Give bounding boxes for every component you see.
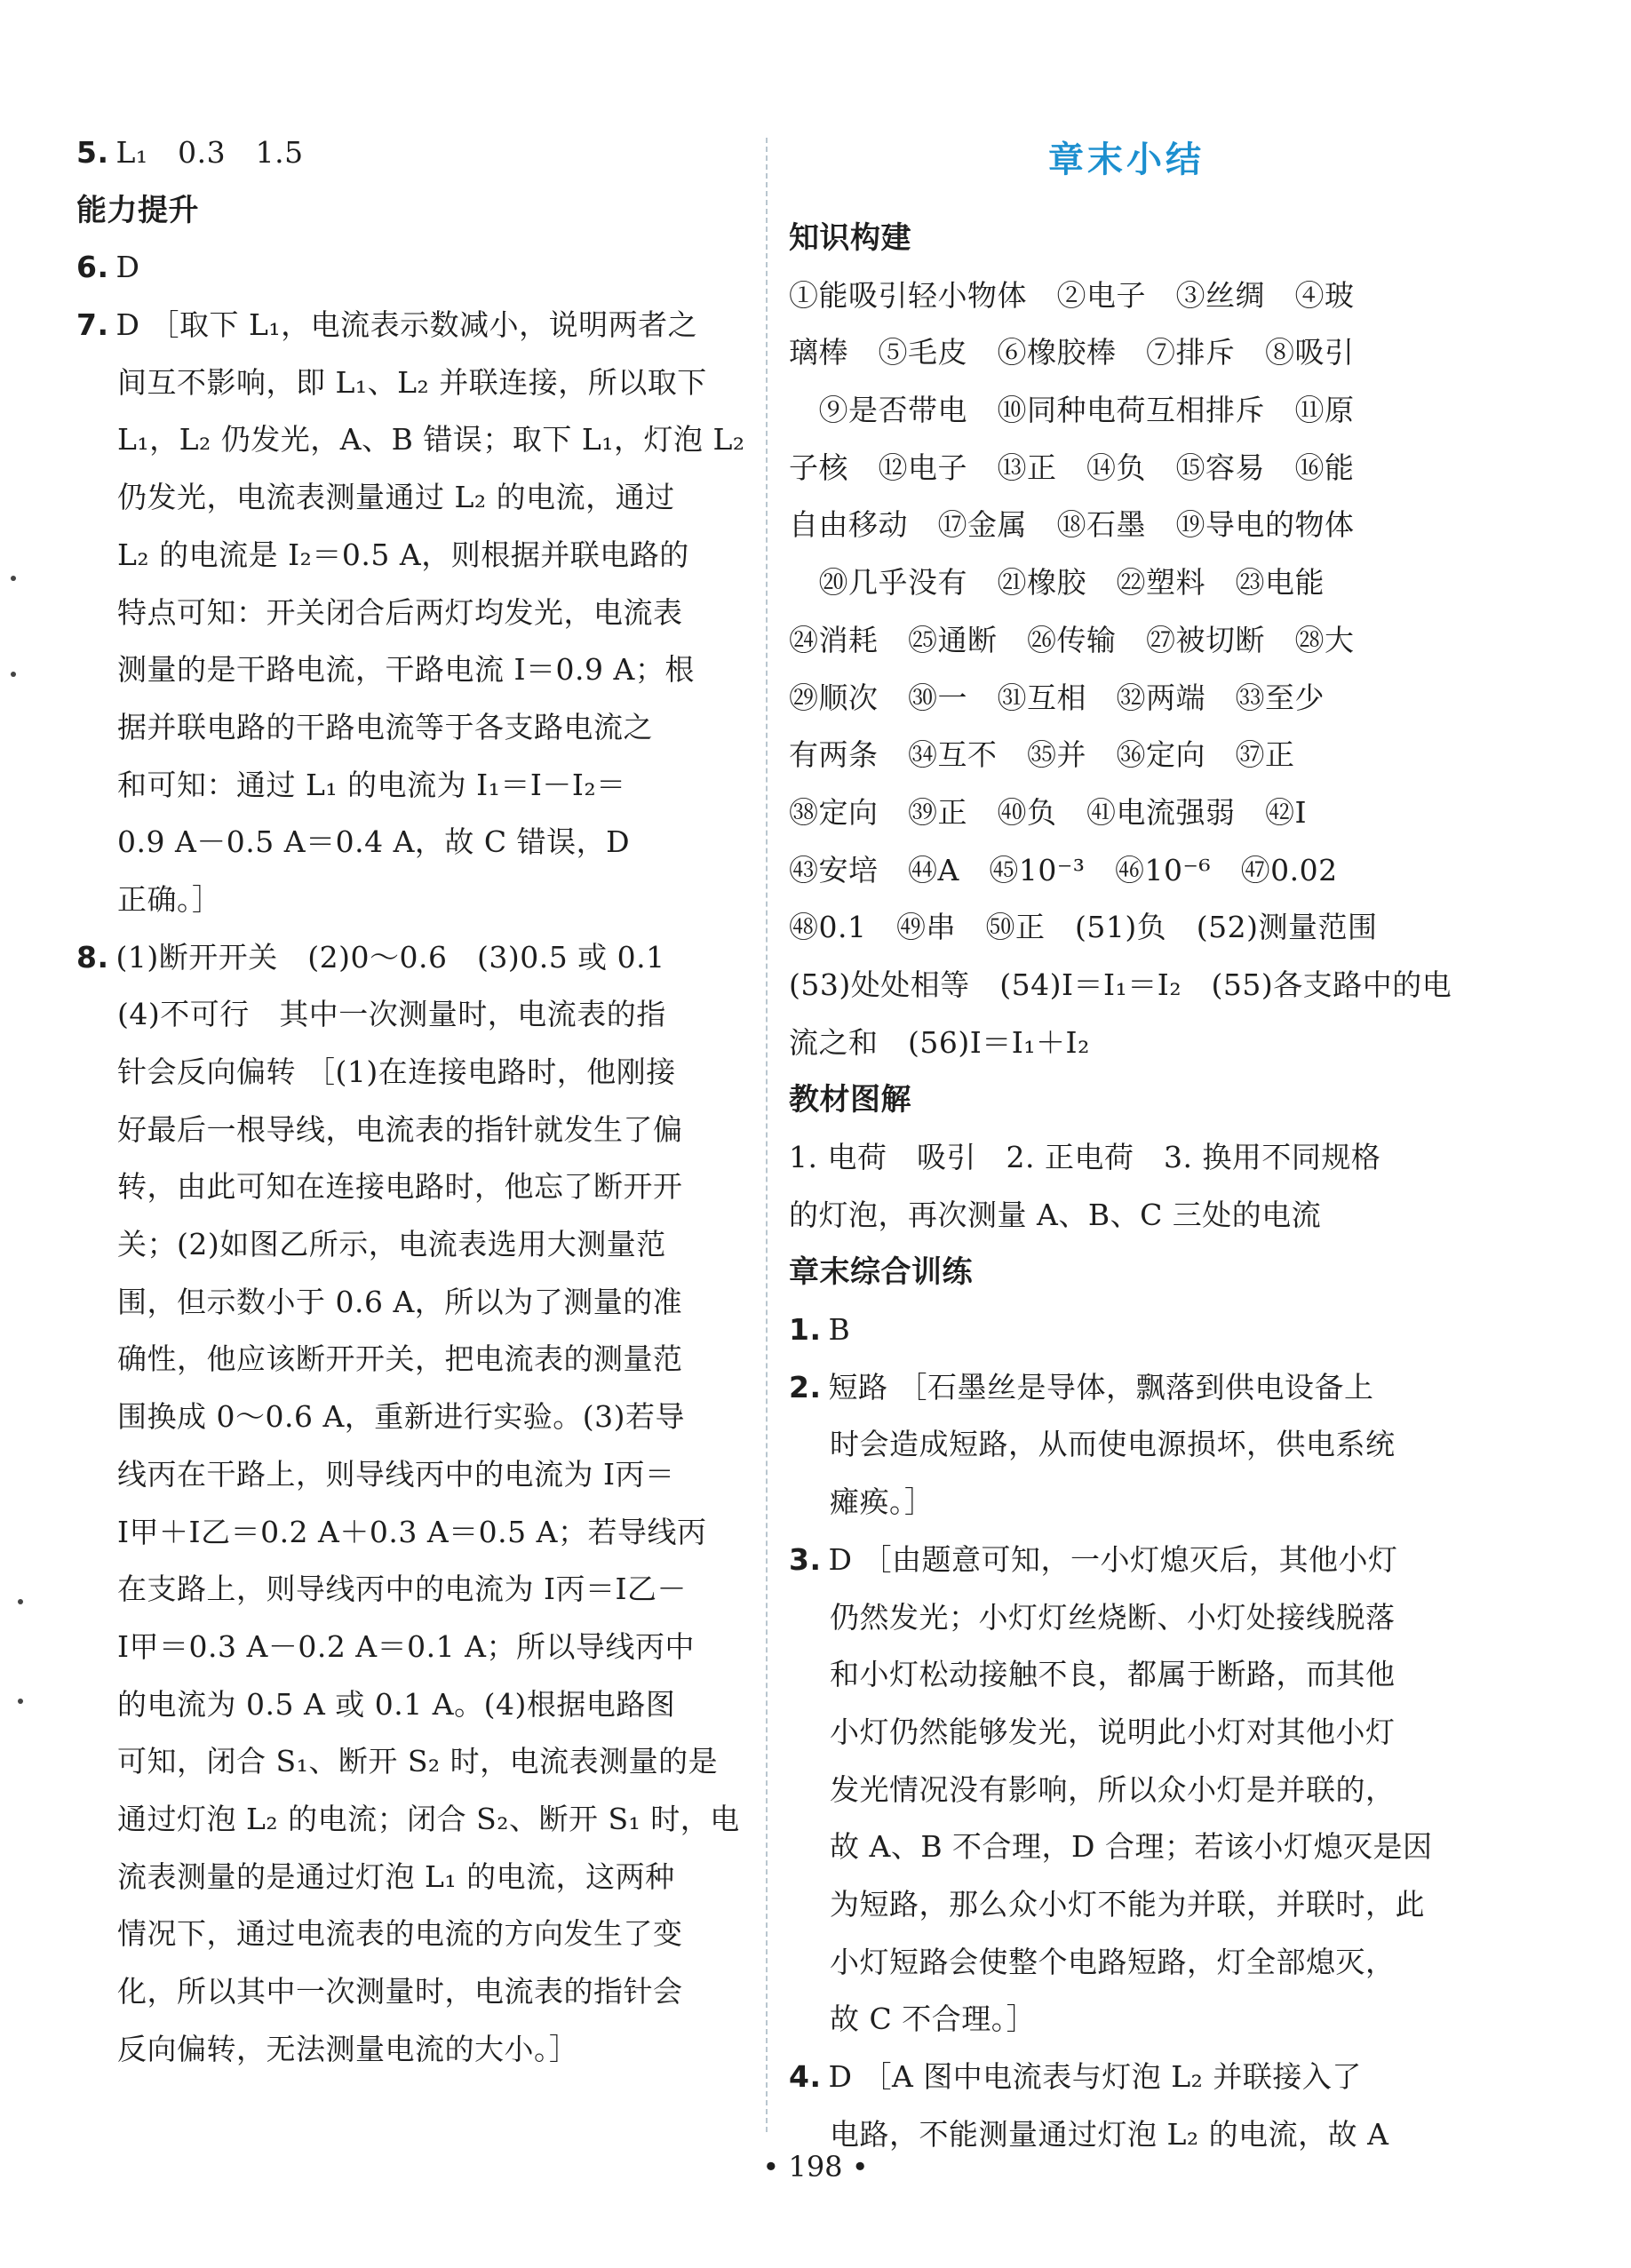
margin-mark (18, 1599, 23, 1604)
text-line (789, 670, 1464, 728)
text-line (76, 1849, 752, 1906)
text-line (76, 469, 752, 527)
line-text: I甲＋I乙＝0.2 A＋0.3 A＝0.5 A；若导线丙 (117, 1514, 707, 1549)
section-heading (789, 1071, 1464, 1129)
text-line (789, 1187, 1464, 1245)
text-line (76, 1044, 752, 1102)
line-text: 仍发光，电流表测量通过 L₂ 的电流，通过 (117, 480, 675, 515)
line-text: B (828, 1312, 851, 1348)
text-line (76, 1389, 752, 1446)
section-title: 章末小结 (1048, 139, 1205, 180)
line-text: L₁ 0.3 1.5 (115, 135, 304, 170)
item-number: 4. (789, 2059, 822, 2094)
text-line (76, 1102, 752, 1159)
text-line (76, 871, 752, 929)
text-line (789, 1762, 1464, 1819)
text-line (76, 411, 752, 469)
text-line (76, 124, 752, 182)
text-line (789, 1934, 1464, 1992)
line-text: 围，但示数小于 0.6 A，所以为了测量的准 (117, 1284, 683, 1319)
text-line (789, 1991, 1464, 2049)
line-text: 仍然发光；小灯灯丝烧断、小灯处接线脱落 (830, 1599, 1396, 1635)
text-line (76, 1733, 752, 1791)
margin-mark (11, 576, 16, 581)
text-line (789, 957, 1464, 1015)
line-text: 通过灯泡 L₂ 的电流；闭合 S₂、断开 S₁ 时，电 (117, 1801, 740, 1836)
item-number: 2. (789, 1369, 822, 1405)
line-text: (53)处处相等 (54)I＝I₁＝I₂ (55)各支路中的电 (789, 967, 1452, 1002)
text-line (789, 1532, 1464, 1589)
line-text: 为短路，那么众小灯不能为并联，并联时，此 (830, 1886, 1425, 1922)
line-text: ㊽0.1 ㊾串 ㊿正 (51)负 (52)测量范围 (789, 910, 1378, 945)
item-number: 6. (76, 250, 109, 285)
text-line (76, 641, 752, 699)
text-line (76, 527, 752, 585)
line-text: ⑳几乎没有 ㉑橡胶 ㉒塑料 ㉓电能 (789, 565, 1325, 601)
line-text: 线丙在干路上，则导线丙中的电流为 I丙＝ (117, 1456, 675, 1492)
line-text: 和可知：通过 L₁ 的电流为 I₁＝I－I₂＝ (117, 767, 626, 802)
line-text: ㊸安培 ㊹A ㊺10⁻³ ㊻10⁻⁶ ㊼0.02 (789, 852, 1338, 887)
text-line (789, 842, 1464, 900)
line-text: 璃棒 ⑤毛皮 ⑥橡胶棒 ⑦排斥 ⑧吸引 (789, 335, 1355, 370)
line-text: D ［取下 L₁，电流表示数减小，说明两者之 (115, 307, 698, 343)
line-text: 围换成 0～0.6 A，重新进行实验。(3)若导 (117, 1399, 686, 1435)
text-line (789, 2049, 1464, 2106)
right-column (789, 124, 1464, 2163)
item-number: 1. (789, 1312, 822, 1348)
line-text: ㊳定向 ㊴正 ㊵负 ㊶电流强弱 ㊷I (789, 794, 1308, 830)
item-number: 8. (76, 939, 109, 975)
text-line (789, 1704, 1464, 1762)
text-line (789, 1301, 1464, 1359)
line-text: 子核 ⑫电子 ⑬正 ⑭负 ⑮容易 ⑯能 (789, 450, 1355, 485)
text-line (789, 440, 1464, 497)
line-text: 针会反向偏转 ［(1)在连接电路时，他刚接 (117, 1054, 676, 1089)
text-line (789, 899, 1464, 957)
line-text: 好最后一根导线，电流表的指针就发生了偏 (117, 1111, 683, 1147)
text-line (789, 1818, 1464, 1876)
text-line (76, 757, 752, 815)
text-line (76, 1158, 752, 1216)
item-number: 7. (76, 307, 109, 343)
text-line (789, 727, 1464, 784)
line-text: 的电流为 0.5 A 或 0.1 A。(4)根据电路图 (117, 1686, 676, 1722)
line-text: 转，由此可知在连接电路时，他忘了断开开 (117, 1169, 683, 1205)
text-line (789, 1129, 1464, 1187)
line-text: 自由移动 ⑰金属 ⑱石墨 ⑲导电的物体 (789, 507, 1355, 543)
text-line (76, 814, 752, 871)
line-text: 知识构建 (789, 220, 911, 256)
item-number: 5. (76, 135, 109, 170)
line-text: 电路，不能测量通过灯泡 L₂ 的电流，故 A (830, 2116, 1389, 2152)
text-line (76, 2021, 752, 2079)
line-text: 故 C 不合理。］ (830, 2001, 1037, 2037)
line-text: 0.9 A－0.5 A＝0.4 A，故 C 错误，D (117, 824, 631, 860)
text-line (789, 1474, 1464, 1532)
line-text: (1)断开开关 (2)0～0.6 (3)0.5 或 0.1 (115, 939, 665, 975)
line-text: L₂ 的电流是 I₂＝0.5 A，则根据并联电路的 (117, 537, 689, 572)
line-text: 1. 电荷 吸引 2. 正电荷 3. 换用不同规格 (789, 1140, 1381, 1174)
text-line (76, 239, 752, 297)
text-line (789, 382, 1464, 440)
line-text: 故 A、B 不合理，D 合理；若该小灯熄灭是因 (830, 1829, 1433, 1865)
text-line (789, 1015, 1464, 1072)
line-text: 情况下，通过电流表的电流的方向发生了变 (117, 1916, 683, 1952)
left-column (76, 124, 752, 2078)
line-text: I甲＝0.3 A－0.2 A＝0.1 A；所以导线丙中 (117, 1628, 695, 1664)
line-text: D ［由题意可知，一小灯熄灭后，其他小灯 (828, 1541, 1398, 1577)
column-divider (766, 138, 768, 2132)
item-number: 3. (789, 1541, 822, 1577)
text-line (76, 1619, 752, 1676)
line-text: 正确。］ (117, 881, 222, 917)
line-text: 化，所以其中一次测量时，电流表的指针会 (117, 1974, 683, 2009)
text-line (76, 1561, 752, 1619)
text-line (76, 585, 752, 642)
text-line (789, 497, 1464, 554)
section-heading (789, 210, 1464, 267)
text-line (789, 1646, 1464, 1704)
line-text: 关；(2)如图乙所示，电流表选用大测量范 (117, 1227, 666, 1262)
line-text: 流表测量的是通过灯泡 L₁ 的电流，这两种 (117, 1858, 675, 1894)
line-text: 小灯仍然能够发光，说明此小灯对其他小灯 (830, 1714, 1396, 1749)
text-line (789, 1416, 1464, 1474)
text-line (76, 1446, 752, 1504)
line-text: ⑨是否带电 ⑩同种电荷互相排斥 ⑪原 (789, 393, 1355, 428)
text-line (789, 612, 1464, 670)
text-line (76, 1216, 752, 1274)
text-line (76, 1504, 752, 1562)
section-heading (789, 1244, 1464, 1301)
line-text: 小灯短路会使整个电路短路，灯全部熄灭， (830, 1944, 1396, 1979)
text-line (76, 1963, 752, 2021)
line-text: 反向偏转，无法测量电流的大小。］ (117, 2031, 579, 2066)
line-text: 时会造成短路，从而使电源损坏，供电系统 (830, 1427, 1396, 1462)
margin-mark (11, 672, 16, 677)
line-text: 确性，他应该断开开关，把电流表的测量范 (117, 1341, 683, 1377)
line-text: 短路 ［石墨丝是导体，飘落到供电设备上 (828, 1369, 1374, 1405)
text-line (789, 554, 1464, 612)
line-text: (4)不可行 其中一次测量时，电流表的指 (117, 997, 666, 1032)
line-text: ㉔消耗 ㉕通断 ㉖传输 ㉗被切断 ㉘大 (789, 622, 1355, 657)
section-heading (76, 182, 752, 240)
line-text: 能力提升 (76, 192, 199, 228)
line-text: 瘫痪。］ (830, 1484, 935, 1520)
line-text: L₁，L₂ 仍发光，A、B 错误；取下 L₁，灯泡 L₂ (117, 422, 745, 458)
text-line (789, 1876, 1464, 1934)
text-line (76, 354, 752, 412)
line-text: 间互不影响，即 L₁、L₂ 并联连接，所以取下 (117, 364, 707, 400)
text-line (789, 267, 1464, 325)
line-text: D (115, 250, 140, 285)
text-line (789, 1589, 1464, 1647)
text-line (76, 929, 752, 987)
line-text: 发光情况没有影响，所以众小灯是并联的， (830, 1771, 1396, 1807)
text-line (789, 324, 1464, 382)
line-text: 有两条 ㉞互不 ㉟并 ㊱定向 ㊲正 (789, 737, 1295, 773)
line-text: 流之和 (56)I＝I₁＋I₂ (789, 1024, 1090, 1060)
line-text: D ［A 图中电流表与灯泡 L₂ 并联接入了 (828, 2059, 1362, 2094)
line-text: 教材图解 (789, 1082, 911, 1118)
line-text: ①能吸引轻小物体 ②电子 ③丝绸 ④玻 (789, 277, 1355, 313)
text-line (76, 699, 752, 757)
text-line (76, 1791, 752, 1849)
line-text: 特点可知：开关闭合后两灯均发光，电流表 (117, 594, 683, 630)
page-number: • 198 • (762, 2150, 869, 2184)
text-line (76, 1274, 752, 1332)
text-line (76, 1906, 752, 1963)
line-text: 章末综合训练 (789, 1254, 973, 1291)
text-line (76, 986, 752, 1044)
line-text: ㉙顺次 ㉚一 ㉛互相 ㉜两端 ㉝至少 (789, 680, 1325, 715)
line-text: 据并联电路的干路电流等于各支路电流之 (117, 709, 653, 744)
text-line (76, 1331, 752, 1389)
line-text: 的灯泡，再次测量 A、B、C 三处的电流 (789, 1197, 1322, 1232)
line-text: 在支路上，则导线丙中的电流为 I丙＝I乙－ (117, 1572, 688, 1607)
text-line (789, 1359, 1464, 1417)
margin-mark (18, 1699, 23, 1704)
line-text: 和小灯松动接触不良，都属于断路，而其他 (830, 1657, 1396, 1692)
line-text: 测量的是干路电流，干路电流 I＝0.9 A；根 (117, 652, 695, 688)
text-line (76, 297, 752, 354)
line-text: 可知，闭合 S₁、断开 S₂ 时，电流表测量的是 (117, 1744, 719, 1779)
text-line (76, 1676, 752, 1734)
text-line (789, 784, 1464, 842)
